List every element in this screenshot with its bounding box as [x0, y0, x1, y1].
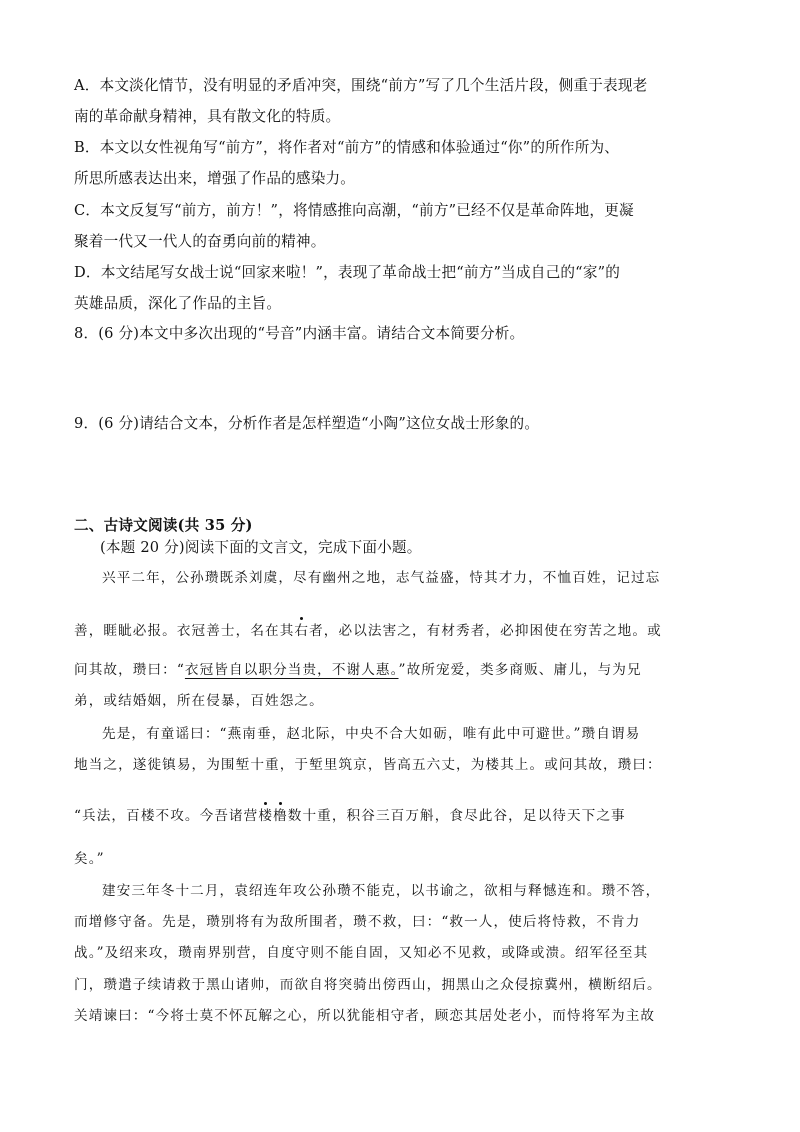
option-c-line1: C．本文反复写“前方，前方！”，将情感推向高潮，“前方”已经不仅是革命阵地，更凝	[74, 202, 634, 219]
passage-line: 问其故，瓒曰：“衣冠皆自以职分当贵，不谢人惠。”故所宠爱，类多商贩、庸儿，与为兄	[74, 662, 642, 678]
passage-line: 门，瓒遣子续请救于黑山诸帅，而欲自将突骑出傍西山，拥黑山之众侵掠冀州，横断绍后。	[74, 977, 662, 993]
option-c-line2: 聚着一代又一代人的奋勇向前的精神。	[74, 233, 326, 250]
option-b-line1: B．本文以女性视角写“前方”，将作者对“前方”的情感和体验通过“你”的所作所为、	[74, 139, 620, 156]
option-d-line1: D．本文结尾写女战士说“回家来啦！”，表现了革命战士把“前方”当成自己的“家”的	[74, 264, 621, 281]
option-a-line2: 南的革命献身精神，具有散文化的特质。	[74, 108, 341, 125]
section-title: 二、古诗文阅读(共 35 分)	[74, 517, 253, 534]
option-d-line2: 英雄品质，深化了作品的主旨。	[74, 295, 282, 312]
passage-line: 而增修守备。先是，瓒别将有为敌所围者，瓒不救，曰：“救一人，使后将恃救，不肯力	[74, 914, 641, 930]
passage-line: 战。”及绍来攻，瓒南界别营，自度守则不能自固，又知必不见救，或降或溃。绍军径至其	[74, 945, 649, 961]
passage-line: 地当之，遂徙镇易，为围堑十重，于堑里筑京，皆高五六丈，为楼其上。或问其故，瓒曰：	[74, 757, 662, 773]
passage-line: 矣。”	[74, 851, 105, 867]
option-b-line2: 所思所感表达出来，增强了作品的感染力。	[74, 170, 356, 187]
passage-line: 弟，或结婚姻，所在侵暴，百姓怨之。	[74, 693, 324, 709]
emphasis-dot-char: 橹	[273, 808, 288, 824]
emphasis-dot-char: 右	[294, 623, 310, 639]
option-a-line1: A．本文淡化情节，没有明显的矛盾冲突，围绕“前方”写了几个生活片段，侧重于表现老	[74, 77, 648, 94]
passage-line: 关靖谏曰：“今将士莫不怀瓦解之心，所以犹能相守者，顾恋其居处老小，而恃将军为主故	[74, 1008, 656, 1024]
question-8: 8．(6 分)本文中多次出现的“号音”内涵丰富。请结合文本简要分析。	[74, 325, 525, 342]
underlined-sentence: 衣冠皆自以职分当贵，不谢人惠。	[184, 662, 399, 678]
passage-line: 建安三年冬十二月，袁绍连年攻公孙瓒不能克，以书谕之，欲相与释憾连和。瓒不答，	[102, 883, 661, 899]
emphasis-dot-char: 楼	[258, 808, 274, 824]
question-9: 9．(6 分)请结合文本，分析作者是怎样塑造“小陶”这位女战士形象的。	[74, 415, 540, 432]
section-intro: (本题 20 分)阅读下面的文言文，完成下面小题。	[100, 539, 422, 556]
passage-line: 先是，有童谣曰：“燕南垂，赵北际，中央不合大如砺，唯有此中可避世。”瓒自谓易	[102, 726, 641, 742]
passage-line: “兵法，百楼不攻。今吾诸营楼橹数十重，积谷三百万斛，食尽此谷，足以待天下之事	[74, 808, 626, 824]
passage-line: 善，睚眦必报。衣冠善士，名在其右者，必以法害之，有材秀者，必抑困使在穷苦之地。或	[74, 623, 662, 639]
passage-line: 兴平二年，公孙瓒既杀刘虞，尽有幽州之地，志气益盛，恃其才力，不恤百姓，记过忘	[102, 570, 661, 586]
